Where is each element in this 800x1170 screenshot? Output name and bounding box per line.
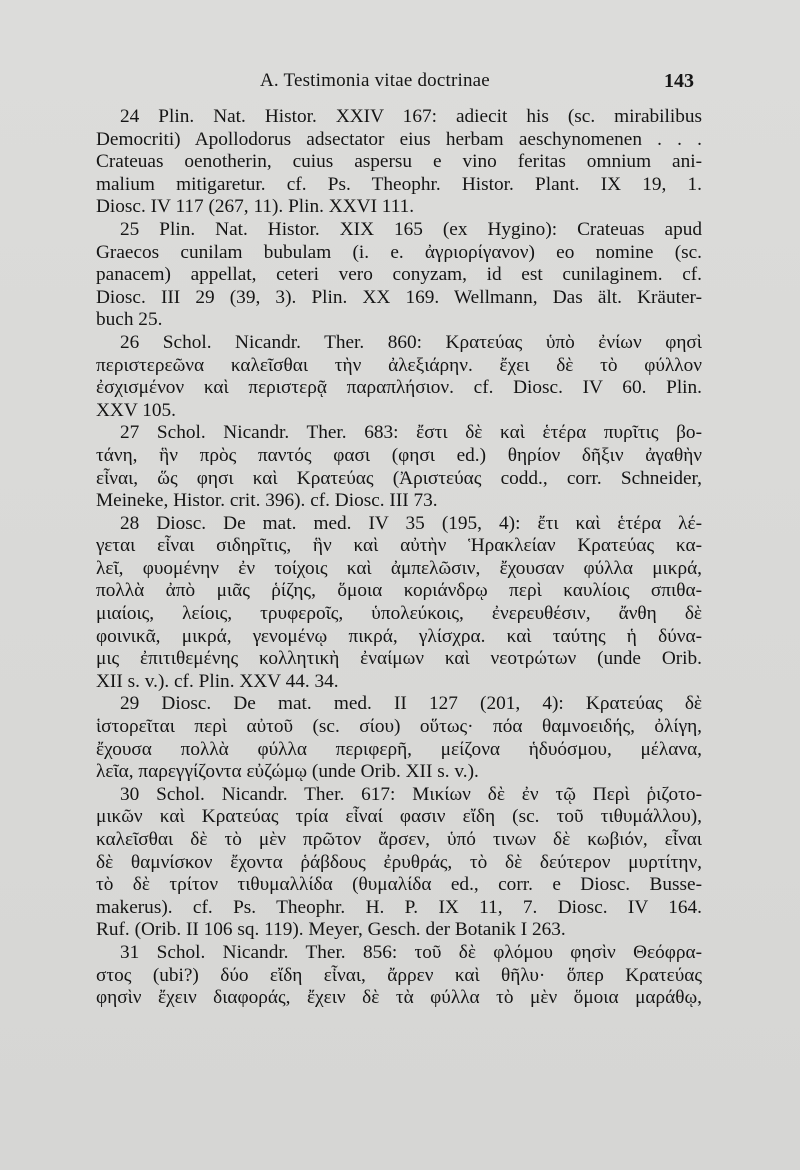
text-line: γεται εἶναι σιδηρῖτις, ἣν καὶ αὐτὴν Ἡρακλείαν Κρατεύας κα- — [96, 535, 702, 557]
text-line: Meineke, Histor. crit. 396). cf. Diosc. III 73. — [96, 490, 438, 512]
text-line: μιαίοις, λείοις, τρυφεροῖς, ὑπολεύκοις, ἐνερευθέσιν, ἄνθη δὲ — [96, 603, 702, 625]
text-line: ἔχουσα πολλὰ φύλλα περιφερῆ, μείζονα ἡδυόσμου, μέλανα, — [96, 738, 702, 760]
text-line: δὲ θαμνίσκον ἔχοντα ῥάβδους ἐρυθράς, τὸ δὲ δεύτερον μυρτίτην, — [96, 851, 702, 873]
text-line: Crateuas oenotherin, cuius aspersu e vino feritas omnium ani- — [96, 151, 702, 173]
text-line: ἐσχισμένον καὶ περιστερᾷ παραπλήσιον. cf. Diosc. IV 60. Plin. — [96, 377, 702, 399]
body-text — [96, 106, 702, 1010]
running-head — [0, 70, 800, 94]
text-line: τὸ δὲ τρίτον τιθυμαλλίδα (θυμαλίδα ed., corr. e Diosc. Busse- — [96, 874, 702, 896]
text-line: Diosc. IV 117 (267, 11). Plin. XXVI 111. — [96, 196, 415, 218]
text-line: φησὶν ἔχειν διαφοράς, ἔχειν δὲ τὰ φύλλα τὸ μὲν ὅμοια μαράθῳ, — [96, 987, 702, 1009]
text-line: ἱστορεῖται περὶ αὐτοῦ (sc. σίου) οὕτως· πόα θαμνοειδής, ὀλίγη, — [96, 716, 702, 738]
text-line: εἶναι, ὥς φησι καὶ Κρατεύας (Ἀριστεύας codd., corr. Schneider, — [96, 467, 702, 489]
text-line: XXV 105. — [96, 399, 176, 421]
text-line: 27 Schol. Nicandr. Ther. 683: ἔστι δὲ καὶ ἑτέρα πυρῖτις βο- — [120, 422, 702, 444]
text-line: XII s. v.). cf. Plin. XXV 44. 34. — [96, 670, 339, 692]
text-line: 26 Schol. Nicandr. Ther. 860: Κρατεύας ὑπὸ ἐνίων φησὶ — [120, 331, 702, 353]
text-line: panacem) appellat, ceteri vero conyzam, id est cunilaginem. cf. — [96, 264, 702, 286]
text-line: Democriti) Apollodorus adsectator eius herbam aeschynomenen . . . — [96, 128, 702, 150]
text-line: φοινικᾶ, μικρά, γενομένῳ πικρά, γλίσχρα. καὶ ταύτης ἡ δύνα- — [96, 625, 702, 647]
text-line: μις ἐπιτιθεμένης κολλητικὴ ἐναίμων καὶ νεοτρώτων (unde Orib. — [96, 648, 702, 670]
text-line: 30 Schol. Nicandr. Ther. 617: Μικίων δὲ ἐν τῷ Περὶ ῥιζοτο- — [120, 783, 702, 805]
text-line: στος (ubi?) δύο εἴδη εἶναι, ἄρρεν καὶ θῆλυ· ὅπερ Κρατεύας — [96, 964, 702, 986]
text-line: λεῖα, παρεγγίζοντα εὐζώμῳ (unde Orib. XII s. v.). — [96, 761, 479, 783]
text-line: 28 Diosc. De mat. med. IV 35 (195, 4): ἔτι καὶ ἑτέρα λέ- — [120, 512, 702, 534]
text-line: buch 25. — [96, 309, 163, 331]
text-line: πολλὰ ἀπὸ μιᾶς ῥίζης, ὅμοια κοριάνδρῳ περὶ καυλίοις σπιθα- — [96, 580, 702, 602]
text-line: καλεῖσθαι δὲ τὸ μὲν πρῶτον ἄρσεν, ὑπό τινων δὲ κωβιόν, εἶναι — [96, 829, 702, 850]
text-line: 31 Schol. Nicandr. Ther. 856: τοῦ δὲ φλόμου φησὶν Θεόφρα- — [120, 941, 702, 963]
text-line: malium mitigaretur. cf. Ps. Theophr. Histor. Plant. IX 19, 1. — [96, 173, 702, 195]
text-line: τάνη, ἣν πρὸς παντός φασι (φησι ed.) θηρίον δῆξιν ἀγαθὴν — [96, 444, 702, 466]
text-line: 29 Diosc. De mat. med. II 127 (201, 4): Κρατεύας δὲ — [120, 693, 702, 715]
text-line: 25 Plin. Nat. Histor. XIX 165 (ex Hygino): Crateuas apud — [120, 218, 702, 240]
text-line: περιστερεῶνα καλεῖσθαι τὴν ἀλεξιάρην. ἔχει δὲ τὸ φύλλον — [96, 354, 702, 376]
text-line: 24 Plin. Nat. Histor. XXIV 167: adiecit his (sc. mirabilibus — [120, 106, 702, 127]
text-line: Ruf. (Orib. II 106 sq. 119). Meyer, Gesch. der Botanik I 263. — [96, 919, 566, 941]
text-line: Diosc. III 29 (39, 3). Plin. XX 169. Wellmann, Das ält. Kräuter- — [96, 286, 702, 308]
text-line: makerus). cf. Ps. Theophr. H. P. IX 11, 7. Diosc. IV 164. — [96, 896, 702, 918]
text-line: λεῖ, φυομένην ἐν τοίχοις καὶ ἀμπελῶσιν, ἔχουσαν φύλλα μικρά, — [96, 557, 702, 579]
text-line: μικῶν καὶ Κρατεύας τρία εἶναί φασιν εἴδη (sc. τοῦ τιθυμάλλου), — [96, 806, 702, 828]
text-line: Graecos cunilam bubulam (i. e. ἀγριορίγανον) eo nomine (sc. — [96, 241, 702, 263]
page-number: 143 — [664, 70, 694, 92]
running-title: A. Testimonia vitae doctrinae — [260, 70, 490, 91]
